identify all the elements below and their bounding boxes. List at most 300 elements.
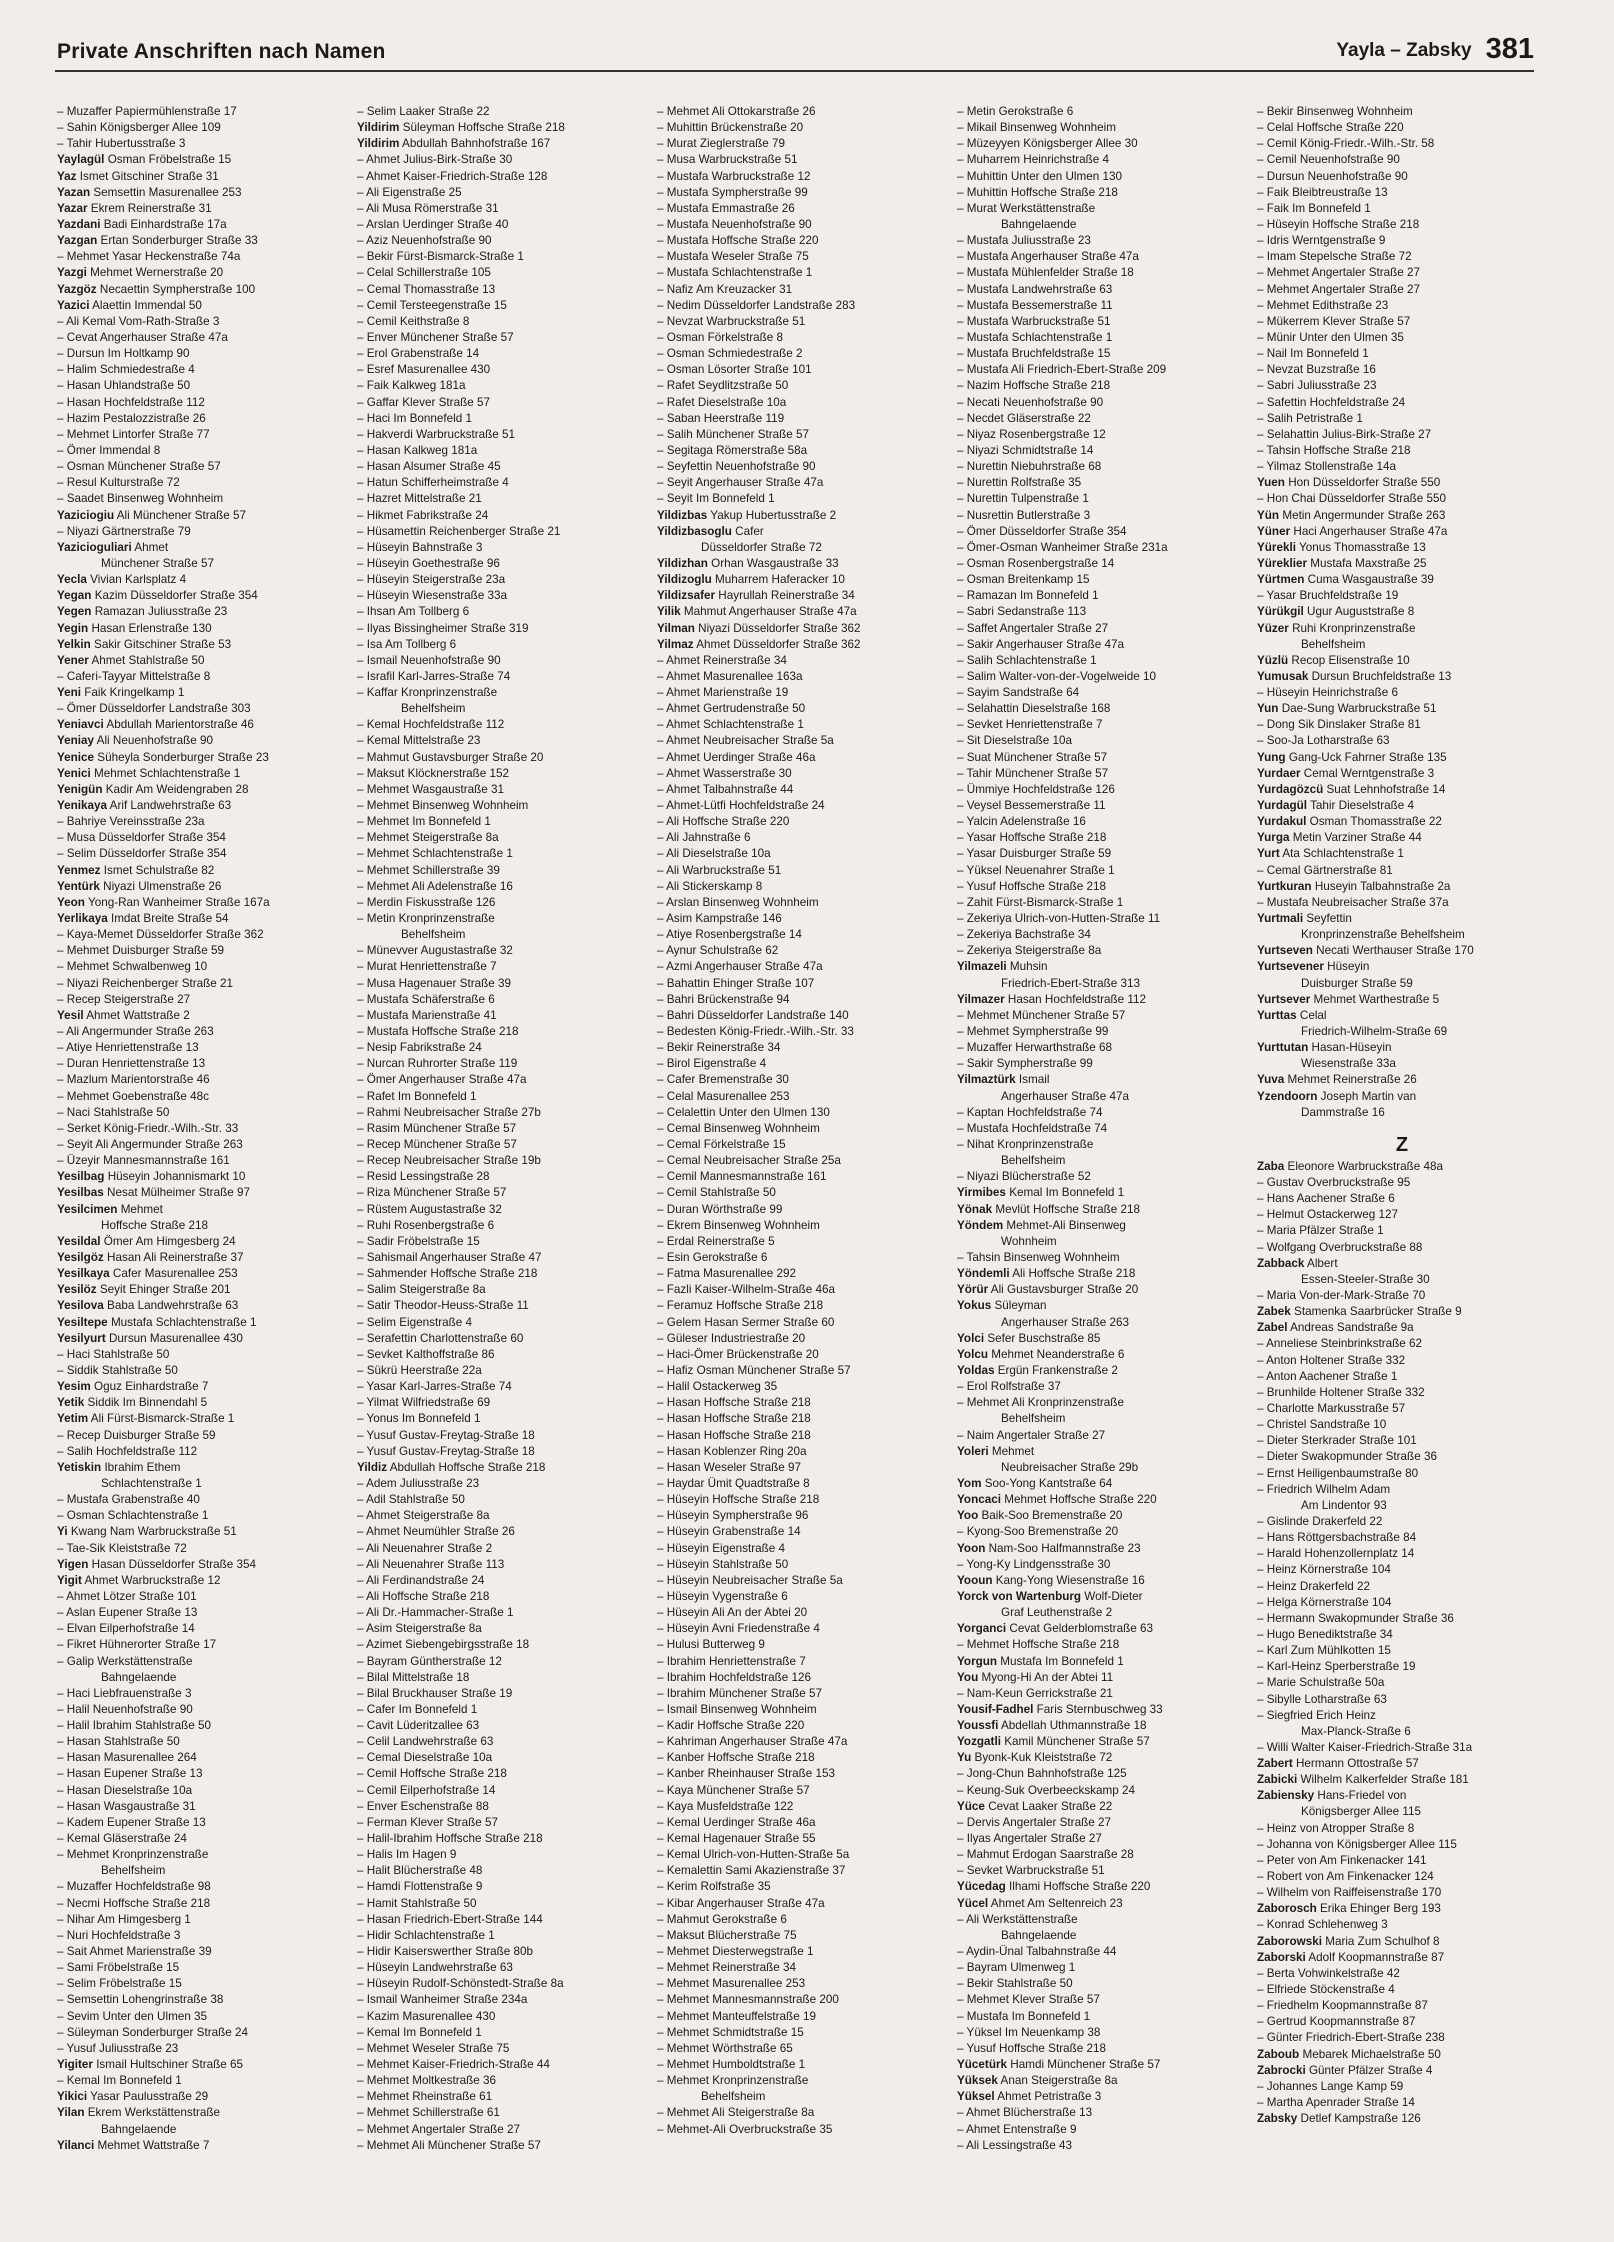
entry-text: Dae-Sung Warbruckstraße 51: [1281, 702, 1437, 716]
entry-text: Ruhi Kronprinzenstraße: [1292, 621, 1416, 635]
directory-entry: [657, 830, 947, 846]
entry-text: – Mehmet Klever Straße 57: [957, 1993, 1100, 2007]
entry-text: – Zekeriya Steigerstraße 8a: [957, 944, 1102, 958]
entry-text: Baik-Soo Bremenstraße 20: [981, 1509, 1123, 1523]
entry-text: – Cafer Bremenstraße 30: [657, 1073, 789, 1087]
entry-text: – Mustafa Ali Friedrich-Ebert-Straße 209: [957, 363, 1167, 377]
entry-text: Mehmet: [120, 1202, 163, 1216]
entry-text: Yonus Thomasstraße 13: [1299, 540, 1426, 554]
directory-entry: [657, 1331, 947, 1347]
entry-text: – Recep Münchener Straße 57: [357, 1138, 517, 1151]
entry-text: Ata Schlachtenstraße 1: [1282, 847, 1404, 861]
directory-entry: [1257, 185, 1547, 201]
surname: Yozgatli: [957, 1735, 1001, 1749]
entry-text: – Hasan Dieselstraße 10a: [57, 1783, 193, 1797]
entry-text: – Selim Düsseldorfer Straße 354: [57, 847, 227, 861]
surname: Yoncaci: [957, 1493, 1001, 1507]
directory-entry: [957, 701, 1247, 717]
entry-text: – Martha Apenrader Straße 14: [1257, 2096, 1415, 2110]
directory-entry: [357, 1331, 647, 1347]
directory-entry: [1257, 1901, 1547, 1917]
directory-entry: [957, 1654, 1247, 1670]
entry-text: – Zekeriya Ulrich-von-Hutten-Straße 11: [957, 912, 1161, 926]
entry-text: Yasar Paulusstraße 29: [90, 2090, 209, 2104]
directory-entry: [957, 136, 1247, 152]
directory-entry: [957, 1024, 1247, 1040]
surname: Yorganci: [957, 1622, 1007, 1636]
entry-continuation: Kronprinzenstraße Behelfsheim: [1301, 928, 1465, 942]
entry-text: – Mehmet Ali Kronprinzenstraße: [957, 1396, 1124, 1410]
directory-entry: [657, 314, 947, 330]
directory-entry: [957, 1218, 1247, 1234]
entry-text: – Bahri Brückenstraße 94: [657, 992, 790, 1006]
entry-continuation: Friedrich-Ebert-Straße 313: [1001, 976, 1141, 990]
directory-entry: [57, 1315, 347, 1331]
entry-text: Suat Lehnhofstraße 14: [1326, 782, 1446, 796]
entry-text: – Ömer-Osman Wanheimer Straße 231a: [957, 540, 1168, 554]
directory-entry: [657, 1508, 947, 1524]
entry-text: – Ömer Düsseldorfer Straße 354: [957, 524, 1127, 538]
surname: Yesilgöz: [57, 1250, 104, 1264]
directory-entry: [957, 653, 1247, 669]
entry-text: Cuma Wasgaustraße 39: [1307, 573, 1434, 587]
entry-continuation: Bahngelaende: [1001, 1928, 1077, 1942]
entry-text: – Marie Schulstraße 50a: [1257, 1676, 1385, 1690]
entry-text: – Halil Ibrahim Stahlstraße 50: [57, 1719, 211, 1733]
directory-entry: [1257, 911, 1547, 927]
entry-text: – Faik Kalkweg 181a: [357, 379, 466, 393]
directory-entry: [357, 1928, 647, 1944]
entry-text: – Mahmut Gustavsburger Straße 20: [357, 750, 544, 764]
entry-text: Ibrahim Ethem: [104, 1460, 181, 1474]
directory-entry: [1257, 1950, 1547, 1966]
entry-text: Eleonore Warbruckstraße 48a: [1287, 1159, 1444, 1173]
entry-text: – Osman Schlachtenstraße 1: [57, 1509, 209, 1523]
directory-entry: [1257, 1514, 1547, 1530]
directory-entry: [57, 814, 347, 830]
directory-entry: [657, 717, 947, 733]
entry-text: – Ihsan Am Tollberg 6: [357, 605, 470, 619]
entry-text: Andreas Sandstraße 9a: [1290, 1321, 1414, 1335]
entry-text: – Aslan Eupener Straße 13: [57, 1606, 198, 1620]
directory-entry: [1257, 1385, 1547, 1401]
entry-text: Hasan Hochfeldstraße 112: [1007, 992, 1147, 1006]
surname: Yurtsever: [1257, 992, 1311, 1006]
directory-entry: [957, 814, 1247, 830]
directory-entry: [657, 1605, 947, 1621]
directory-entry: [357, 1072, 647, 1088]
entry-text: – Merdin Fiskusstraße 126: [357, 895, 496, 909]
directory-entry: [357, 1363, 647, 1379]
directory-entry: [357, 1944, 647, 1960]
surname: Yumusak: [1257, 669, 1309, 683]
entry-text: – Mehmet Moltkestraße 36: [357, 2074, 497, 2088]
surname: Yilmazer: [957, 992, 1005, 1006]
directory-entry: [957, 959, 1247, 975]
entry-text: – Haci Liebfrauenstraße 3: [57, 1686, 192, 1700]
directory-entry: [57, 1040, 347, 1056]
entry-text: – Mustafa Bessemerstraße 11: [957, 298, 1113, 312]
directory-entry: [57, 1605, 347, 1621]
entry-text: – Cemil Keithstraße 8: [357, 314, 470, 328]
directory-entry: [1257, 556, 1547, 572]
entry-text: Mustafa Schlachtenstraße 1: [110, 1315, 257, 1329]
surname: Yigit: [57, 1573, 82, 1587]
directory-entry: [357, 169, 647, 185]
directory-entry: [957, 2073, 1247, 2089]
surname: Yazici: [57, 298, 90, 312]
surname: Yesiltepe: [57, 1315, 108, 1329]
entry-text: Hasan Ali Reinerstraße 37: [107, 1250, 244, 1264]
directory-entry: [1257, 395, 1547, 411]
directory-entry: [657, 2025, 947, 2041]
entry-text: – Nurettin Rolfstraße 35: [957, 476, 1082, 490]
directory-entry: [57, 217, 347, 233]
directory-entry: [57, 233, 347, 249]
directory-entry: [57, 685, 347, 701]
directory-entry: [657, 1428, 947, 1444]
entry-text: Hamdi Münchener Straße 57: [1010, 2058, 1161, 2072]
entry-text: – Kaya Münchener Straße 57: [657, 1783, 810, 1797]
entry-text: – Süleyman Sonderburger Straße 24: [57, 2025, 249, 2039]
entry-text: – Brunhilde Holtener Straße 332: [1257, 1385, 1425, 1399]
entry-text: – Faik Bleibtreustraße 13: [1257, 185, 1388, 199]
entry-text: – Halil-Ibrahim Hoffsche Straße 218: [357, 1832, 543, 1846]
entry-text: – Adil Stahlstraße 50: [357, 1493, 465, 1507]
entry-text: – Hüseyin Hoffsche Straße 218: [1257, 217, 1420, 231]
entry-text: – Osman Münchener Straße 57: [57, 460, 221, 474]
directory-entry: [57, 362, 347, 378]
entry-text: – Mehmet Mannesmannstraße 200: [657, 1993, 839, 2007]
entry-text: – Musa Düsseldorfer Straße 354: [57, 831, 226, 845]
entry-text: – Heinz Drakerfeld 22: [1257, 1579, 1371, 1593]
entry-text: – Hasan Uhlandstraße 50: [57, 379, 191, 393]
entry-text: – Bedesten König-Friedr.-Wilh.-Str. 33: [657, 1025, 854, 1039]
entry-text: – Tahir Münchener Straße 57: [957, 766, 1109, 780]
entry-text: Anan Steigerstraße 8a: [1000, 2074, 1118, 2088]
directory-entry: [657, 1315, 947, 1331]
directory-entry: [957, 1282, 1247, 1298]
entry-text: – Bilal Bruckhauser Straße 19: [357, 1686, 513, 1700]
directory-entry: [957, 1863, 1247, 1879]
entry-text: – Kazim Masurenallee 430: [357, 2009, 496, 2023]
directory-entry: [57, 1331, 347, 1347]
entry-text: – Yalcin Adelenstraße 16: [957, 815, 1086, 829]
surname: Zaboub: [1257, 2047, 1300, 2061]
directory-entry: [357, 1750, 647, 1766]
directory-entry: [1257, 2095, 1547, 2111]
entry-text: – Ibrahim Henriettenstraße 7: [657, 1654, 806, 1668]
directory-entry: [1257, 846, 1547, 862]
directory-entry: [1257, 152, 1547, 168]
entry-continuation: Friedrich-Wilhelm-Straße 69: [1301, 1025, 1448, 1039]
directory-entry: [357, 282, 647, 298]
directory-entry: [357, 1137, 647, 1153]
surname: Yürekli: [1257, 540, 1296, 554]
entry-text: – Maria Pfälzer Straße 1: [1257, 1224, 1384, 1238]
entry-continuation: Königsberger Allee 115: [1301, 1805, 1421, 1819]
directory-entry: [657, 1750, 947, 1766]
entry-text: – Wolfgang Overbruckstraße 88: [1257, 1240, 1423, 1254]
entry-text: – Ahmet Entenstraße 9: [957, 2122, 1077, 2136]
entry-text: – Galip Werkstättenstraße: [57, 1654, 193, 1668]
entry-text: – Rüstem Augustastraße 32: [357, 1202, 502, 1216]
entry-text: – Ismail Wanheimer Straße 234a: [357, 1993, 528, 2007]
entry-text: – Nevzat Buzstraße 16: [1257, 363, 1376, 377]
directory-entry: [57, 1347, 347, 1363]
entry-text: – Ömer Immendal 8: [57, 443, 161, 457]
entry-text: – Heinz Körnerstraße 104: [1257, 1563, 1391, 1577]
directory-entry: [57, 1637, 347, 1653]
directory-entry: [357, 136, 647, 152]
directory-entry: [1257, 1546, 1547, 1562]
directory-entry: [957, 346, 1247, 362]
entry-text: – Gaffar Klever Straße 57: [357, 395, 490, 409]
directory-entry: [57, 1089, 347, 1105]
entry-continuation: Schlachtenstraße 1: [101, 1476, 202, 1490]
entry-text: – Mehmet Wörthstraße 65: [657, 2041, 793, 2055]
surname: Yegen: [57, 605, 92, 619]
directory-entry: [57, 1912, 347, 1928]
entry-continuation: Max-Planck-Straße 6: [1301, 1724, 1411, 1738]
entry-text: – Yasar Duisburger Straße 59: [957, 847, 1112, 861]
directory-entry: [957, 717, 1247, 733]
entry-text: – Halim Schmiedestraße 4: [57, 363, 195, 377]
name-range-text: Yayla – Zabsky: [1336, 40, 1472, 61]
entry-text: – Münir Unter den Ulmen 35: [1257, 330, 1404, 344]
entry-text: – Üzeyir Mannesmannstraße 161: [57, 1154, 230, 1168]
surname: Yigiter: [57, 2058, 93, 2072]
directory-entry: [357, 2105, 647, 2121]
directory-entry: [357, 1056, 647, 1072]
entry-continuation: Bahngelaende: [101, 2122, 177, 2136]
entry-text: – Recep Steigerstraße 27: [57, 992, 191, 1006]
directory-entry: [57, 588, 347, 604]
directory-entry: [1257, 1692, 1547, 1708]
surname: Yirmibes: [957, 1186, 1006, 1200]
directory-entry: [957, 459, 1247, 475]
entry-text: – Mehmet Angertaler Straße 27: [1257, 266, 1421, 280]
entry-text: – Necmi Hoffsche Straße 218: [57, 1896, 211, 1910]
directory-entry: [357, 992, 647, 1008]
entry-text: – Seyit Ali Angermunder Straße 263: [57, 1138, 243, 1151]
directory-entry: [657, 701, 947, 717]
directory-entry: [57, 798, 347, 814]
entry-text: – Haci-Ömer Brückenstraße 20: [657, 1347, 819, 1361]
directory-entry: [357, 669, 647, 685]
entry-text: – Wilhelm von Raiffeisenstraße 170: [1257, 1886, 1442, 1900]
surname: Yetik: [57, 1396, 85, 1410]
directory-entry: [357, 1250, 647, 1266]
entry-text: – Dong Sik Dinslaker Straße 81: [1257, 718, 1421, 732]
entry-text: Imdat Breite Straße 54: [110, 912, 229, 926]
entry-text: – Niyazi Gärtnerstraße 79: [57, 524, 191, 538]
entry-text: – Atiye Rosenbergstraße 14: [657, 928, 802, 942]
directory-entry: [57, 395, 347, 411]
directory-entry: [957, 572, 1247, 588]
surname: Yolci: [957, 1331, 985, 1345]
directory-entry: [357, 508, 647, 524]
entry-text: – Nafiz Am Kreuzacker 31: [657, 282, 793, 296]
entry-continuation: Bahngelaende: [1001, 217, 1077, 231]
entry-text: Mebarek Michaelstraße 50: [1302, 2047, 1441, 2061]
directory-entry: [57, 314, 347, 330]
entry-text: – Gertrud Koopmannstraße 87: [1257, 2015, 1416, 2029]
directory-entry: [1257, 443, 1547, 459]
surname: Yilan: [57, 2106, 85, 2120]
entry-text: – Celil Landwehrstraße 63: [357, 1735, 494, 1749]
entry-text: – Cemal Gärtnerstraße 81: [1257, 863, 1393, 877]
surname: Yener: [57, 653, 89, 667]
directory-entry: [957, 362, 1247, 378]
entry-text: – Sevket Kalthoffstraße 86: [357, 1347, 495, 1361]
directory-entry: [957, 1169, 1247, 1185]
directory-entry: [357, 685, 647, 701]
entry-text: Siddik Im Binnendahl 5: [87, 1396, 208, 1410]
entry-text: Metin Angermunder Straße 263: [1282, 508, 1446, 522]
entry-text: – Cemal Förkelstraße 15: [657, 1138, 786, 1151]
entry-text: – Enver Eschenstraße 88: [357, 1799, 489, 1813]
entry-text: – Osman Breitenkamp 15: [957, 573, 1090, 587]
directory-entry: [957, 733, 1247, 749]
directory-entry: [57, 443, 347, 459]
directory-entry: [657, 1379, 947, 1395]
entry-text: – Mehmet Kaiser-Friedrich-Straße 44: [357, 2058, 550, 2072]
entry-text: – Kemal Hochfeldstraße 112: [357, 718, 505, 732]
directory-entry: [1257, 217, 1547, 233]
directory-entry: [57, 976, 347, 992]
directory-entry: [657, 637, 947, 653]
entry-text: – Mehmet Ali Ottokarstraße 26: [657, 105, 816, 118]
entry-text: – Gelem Hasan Sermer Straße 60: [657, 1315, 835, 1329]
directory-entry: [357, 1541, 647, 1557]
directory-entry: [657, 1718, 947, 1734]
entry-text: – Bahattin Ehinger Straße 107: [657, 976, 815, 990]
entry-continuation: Wohnheim: [1001, 1234, 1057, 1248]
directory-entry: [57, 2009, 347, 2025]
directory-entry: [1257, 1821, 1547, 1837]
entry-text: – Hermann Swakopmunder Straße 36: [1257, 1611, 1454, 1625]
entry-text: – Tahsin Binsenweg Wohnheim: [957, 1250, 1120, 1264]
directory-entry: [57, 604, 347, 620]
surname: Yaylagül: [57, 153, 105, 167]
surname: Yun: [1257, 702, 1279, 716]
directory-entry: [657, 1621, 947, 1637]
surname: Yurdakul: [1257, 815, 1307, 829]
directory-entry: [57, 1928, 347, 1944]
directory-entry: [57, 1234, 347, 1250]
directory-entry: [357, 491, 647, 507]
directory-entry: [57, 943, 347, 959]
entry-text: – Mehmet Ali Adelenstraße 16: [357, 879, 513, 893]
directory-entry: [957, 2057, 1247, 2073]
entry-text: – Birol Eigenstraße 4: [657, 1057, 767, 1071]
directory-entry: [357, 459, 647, 475]
entry-text: – Nurettin Tulpenstraße 1: [957, 492, 1089, 506]
surname: Yilmazeli: [957, 960, 1007, 974]
entry-text: – Ali Neuenahrer Straße 113: [357, 1557, 505, 1571]
entry-text: – Maria Von-der-Mark-Straße 70: [1257, 1288, 1426, 1302]
entry-continuation: Behelfsheim: [1001, 1154, 1066, 1168]
entry-text: – Hikmet Fabrikstraße 24: [357, 508, 489, 522]
directory-entry: [1257, 1256, 1547, 1272]
entry-text: – Anton Aachener Straße 1: [1257, 1369, 1398, 1383]
entry-text: – Sayim Sandstraße 64: [957, 686, 1080, 700]
directory-entry: [357, 1315, 647, 1331]
entry-text: – Mahmut Gerokstraße 6: [657, 1912, 787, 1926]
entry-text: – Muharrem Heinrichstraße 4: [957, 153, 1109, 167]
entry-text: – Ahmet Wasserstraße 30: [657, 766, 792, 780]
directory-entry: [1257, 475, 1547, 491]
entry-text: – Hüseyin Ali An der Abtei 20: [657, 1606, 808, 1620]
entry-text: – Kyong-Soo Bremenstraße 20: [957, 1525, 1119, 1539]
directory-entry: [657, 265, 947, 281]
entry-text: – Hüseyin Wiesenstraße 33a: [357, 589, 508, 603]
surname: Yurttas: [1257, 1008, 1297, 1022]
directory-entry: [1257, 1482, 1547, 1498]
entry-text: Muhsin: [1009, 960, 1048, 974]
entry-text: – Ilyas Bissingheimer Straße 319: [357, 621, 529, 635]
surname: Yurtsevener: [1257, 960, 1324, 974]
entry-text: – Ali Hoffsche Straße 218: [357, 1589, 490, 1603]
entry-text: – Mehmet Schillerstraße 61: [357, 2106, 500, 2120]
directory-entry: [57, 911, 347, 927]
entry-text: Ilhami Hoffsche Straße 220: [1008, 1880, 1151, 1894]
directory-entry: [57, 1072, 347, 1088]
directory-entry: [657, 1863, 947, 1879]
directory-entry: [957, 201, 1247, 217]
directory-entry: [957, 1121, 1247, 1137]
entry-text: – Keung-Suk Overbeeckskamp 24: [957, 1783, 1136, 1797]
directory-entry: [357, 1298, 647, 1314]
surname: Yenmez: [57, 863, 101, 877]
entry-text: Gang-Uck Fahrner Straße 135: [1288, 750, 1447, 764]
directory-entry: [957, 2122, 1247, 2138]
entry-text: – Ismail Binsenweg Wohnheim: [657, 1702, 817, 1716]
entry-text: – Sahin Königsberger Allee 109: [57, 121, 221, 135]
surname: Yesilkaya: [57, 1267, 110, 1281]
directory-entry: [1257, 1934, 1547, 1950]
entry-text: – Konrad Schlehenweg 3: [1257, 1918, 1388, 1932]
directory-entry: [657, 766, 947, 782]
surname: Yörür: [957, 1283, 989, 1297]
directory-entry: [57, 959, 347, 975]
surname: Yung: [1257, 750, 1286, 764]
directory-entry: [957, 1831, 1247, 1847]
entry-text: Kang-Yong Wiesenstraße 16: [995, 1573, 1145, 1587]
surname: Yoo: [957, 1509, 979, 1523]
entry-text: – Duran Wörthstraße 99: [657, 1202, 783, 1216]
entry-text: – Kahriman Angerhauser Straße 47a: [657, 1735, 848, 1749]
entry-text: – Mustafa Hoffsche Straße 218: [357, 1025, 519, 1039]
entry-text: – Selahattin Julius-Birk-Straße 27: [1257, 427, 1432, 441]
directory-entry: [657, 863, 947, 879]
surname: Yildizbas: [657, 508, 708, 522]
directory-entry: [57, 1444, 347, 1460]
entry-text: – Mustafa Grabenstraße 40: [57, 1493, 200, 1507]
entry-text: – Rahmi Neubreisacher Straße 27b: [357, 1105, 541, 1119]
directory-entry: [57, 1153, 347, 1169]
entry-text: Mehmet Schlachtenstraße 1: [94, 766, 241, 780]
entry-text: – Mehmet Schillerstraße 39: [357, 863, 500, 877]
directory-entry: [357, 1089, 647, 1105]
entry-text: Hans-Friedel von: [1317, 1789, 1407, 1803]
entry-text: – Hafiz Osman Münchener Straße 57: [657, 1363, 851, 1377]
directory-entry: [1257, 104, 1547, 120]
entry-text: – Tahsin Hoffsche Straße 218: [1257, 443, 1411, 457]
entry-text: – Ahmet Schlachtenstraße 1: [657, 718, 804, 732]
entry-text: – Mustafa Hochfeldstraße 74: [957, 1121, 1108, 1135]
